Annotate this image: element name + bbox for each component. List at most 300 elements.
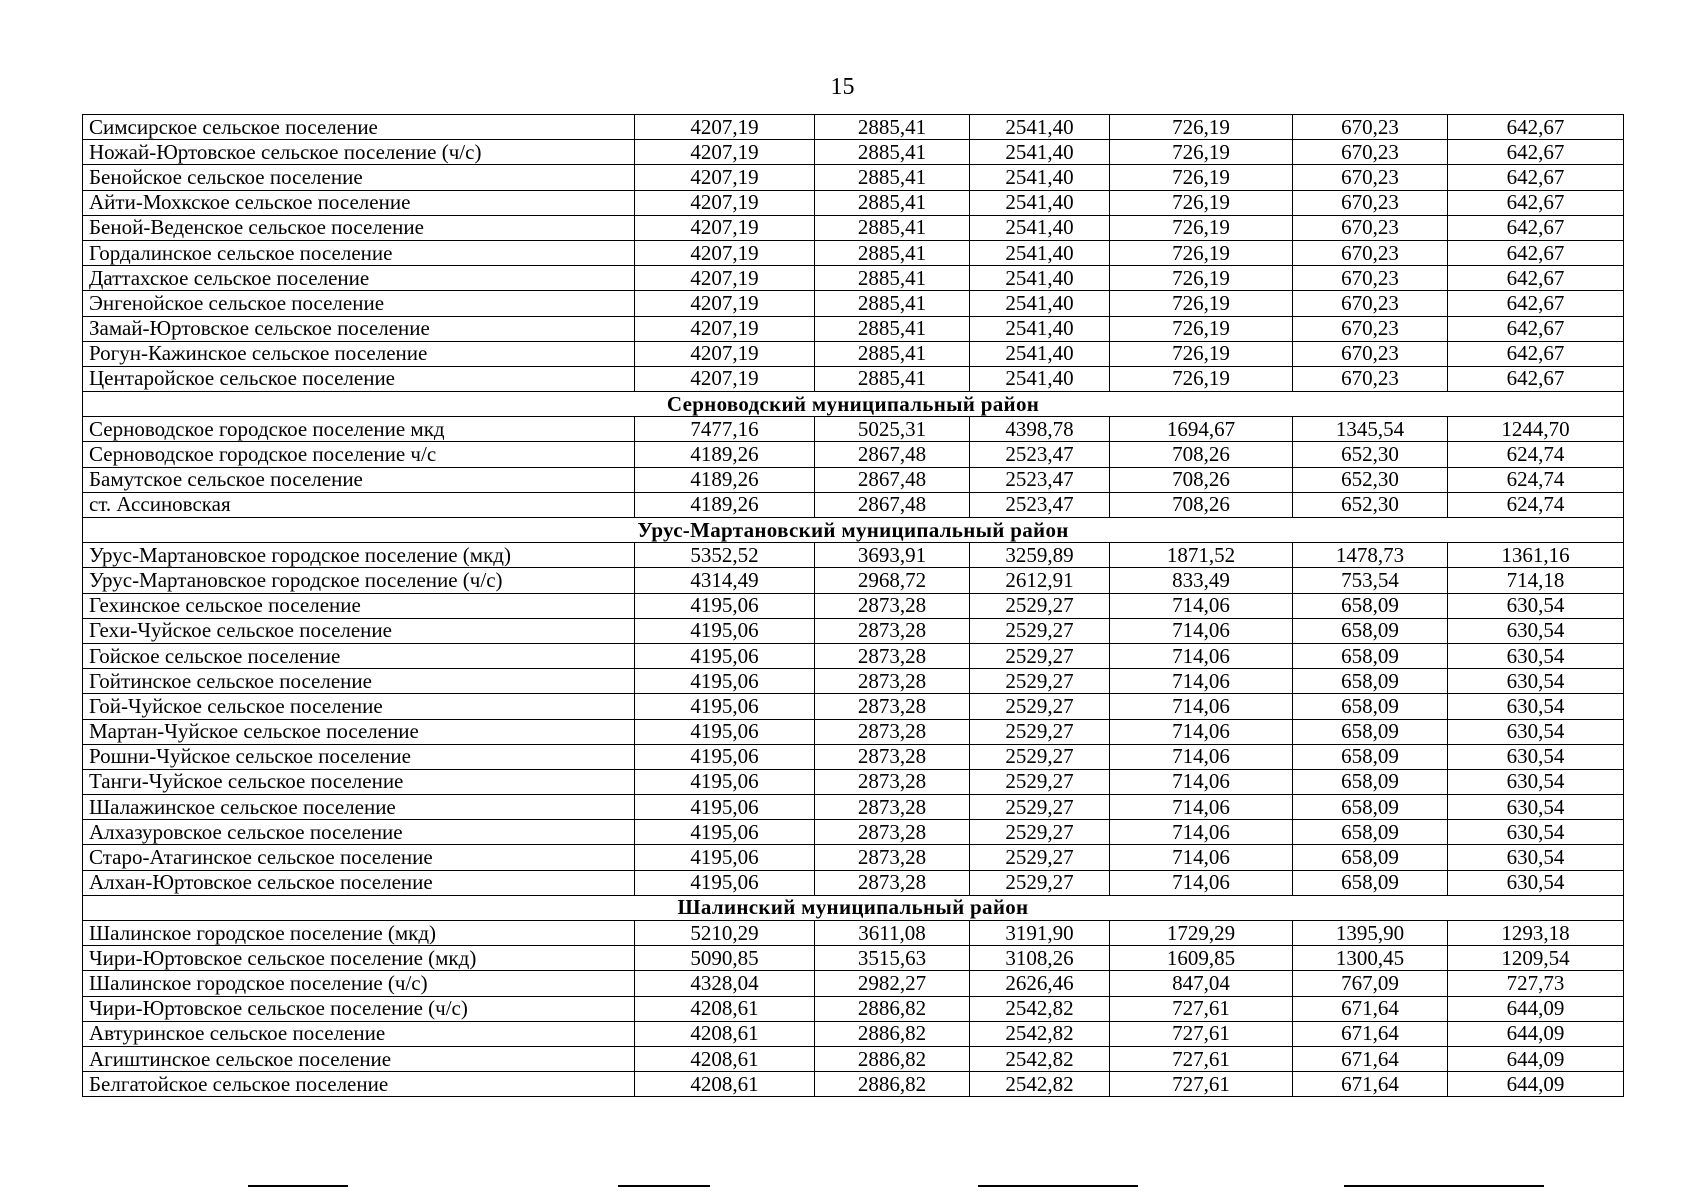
tariff-value: 644,09 bbox=[1448, 1021, 1624, 1046]
settlement-name: Гордалинское сельское поселение bbox=[83, 240, 635, 265]
tariff-value: 2873,28 bbox=[815, 618, 970, 643]
tariff-value: 642,67 bbox=[1448, 291, 1624, 316]
tariff-value: 2541,40 bbox=[970, 366, 1110, 391]
settlement-name: Даттахское сельское поселение bbox=[83, 266, 635, 291]
tariff-value: 3515,63 bbox=[815, 946, 970, 971]
tariff-value: 4208,61 bbox=[635, 1021, 815, 1046]
table-row bbox=[83, 593, 1624, 618]
tariff-value: 4195,06 bbox=[635, 618, 815, 643]
settlement-name: Автуринское сельское поселение bbox=[83, 1021, 635, 1046]
tariff-value: 2968,72 bbox=[815, 568, 970, 593]
settlement-name: Алхазуровское сельское поселение bbox=[83, 820, 635, 845]
tariff-value: 714,06 bbox=[1110, 593, 1293, 618]
tariff-value: 658,09 bbox=[1293, 643, 1448, 668]
tariff-value: 726,19 bbox=[1110, 266, 1293, 291]
tariff-value: 714,18 bbox=[1448, 568, 1624, 593]
tariff-value: 726,19 bbox=[1110, 366, 1293, 391]
tariff-value: 726,19 bbox=[1110, 140, 1293, 165]
tariff-value: 1361,16 bbox=[1448, 543, 1624, 568]
tariff-value: 2541,40 bbox=[970, 291, 1110, 316]
tariff-value: 2529,27 bbox=[970, 744, 1110, 769]
tariff-value: 1395,90 bbox=[1293, 921, 1448, 946]
tariff-value: 4208,61 bbox=[635, 1072, 815, 1097]
tariff-value: 642,67 bbox=[1448, 115, 1624, 140]
tariff-value: 658,09 bbox=[1293, 669, 1448, 694]
settlement-name: Старо-Атагинское сельское поселение bbox=[83, 845, 635, 870]
settlement-name: Чири-Юртовское сельское поселение (ч/с) bbox=[83, 996, 635, 1021]
tariff-value: 4207,19 bbox=[635, 215, 815, 240]
tariff-value: 2885,41 bbox=[815, 240, 970, 265]
district-header-row bbox=[83, 895, 1624, 920]
tariff-value: 726,19 bbox=[1110, 291, 1293, 316]
table-row bbox=[83, 795, 1624, 820]
tariff-value: 2885,41 bbox=[815, 291, 970, 316]
tariff-value: 2867,48 bbox=[815, 442, 970, 467]
tariff-value: 2885,41 bbox=[815, 190, 970, 215]
tariff-value: 2873,28 bbox=[815, 769, 970, 794]
tariff-value: 4328,04 bbox=[635, 971, 815, 996]
tariff-value: 2612,91 bbox=[970, 568, 1110, 593]
settlement-name: Ножай-Юртовское сельское поселение (ч/с) bbox=[83, 140, 635, 165]
tariff-value: 2541,40 bbox=[970, 240, 1110, 265]
table-row bbox=[83, 1046, 1624, 1071]
tariff-value: 2886,82 bbox=[815, 1021, 970, 1046]
tariff-value: 833,49 bbox=[1110, 568, 1293, 593]
tariff-value: 630,54 bbox=[1448, 694, 1624, 719]
settlement-name: Рогун-Кажинское сельское поселение bbox=[83, 341, 635, 366]
tariff-value: 2873,28 bbox=[815, 719, 970, 744]
tariff-value: 642,67 bbox=[1448, 190, 1624, 215]
tariff-value: 2867,48 bbox=[815, 467, 970, 492]
tariff-value: 658,09 bbox=[1293, 769, 1448, 794]
footer-mark bbox=[1344, 1185, 1544, 1187]
tariff-value: 5352,52 bbox=[635, 543, 815, 568]
tariff-value: 3693,91 bbox=[815, 543, 970, 568]
tariff-value: 726,19 bbox=[1110, 341, 1293, 366]
tariff-value: 2885,41 bbox=[815, 366, 970, 391]
tariff-value: 4189,26 bbox=[635, 492, 815, 517]
table-row bbox=[83, 744, 1624, 769]
table-row bbox=[83, 694, 1624, 719]
table-row bbox=[83, 316, 1624, 341]
district-name: Шалинский муниципальный район bbox=[83, 895, 1624, 920]
table-row bbox=[83, 1021, 1624, 1046]
tariff-value: 2541,40 bbox=[970, 316, 1110, 341]
tariff-value: 630,54 bbox=[1448, 769, 1624, 794]
tariff-value: 726,19 bbox=[1110, 240, 1293, 265]
tariff-value: 4207,19 bbox=[635, 316, 815, 341]
tariff-value: 671,64 bbox=[1293, 1072, 1448, 1097]
tariff-value: 2542,82 bbox=[970, 996, 1110, 1021]
tariff-value: 2886,82 bbox=[815, 1046, 970, 1071]
settlement-name: Бенойское сельское поселение bbox=[83, 165, 635, 190]
tariff-value: 670,23 bbox=[1293, 316, 1448, 341]
tariff-value: 642,67 bbox=[1448, 215, 1624, 240]
table-row bbox=[83, 870, 1624, 895]
table-row bbox=[83, 669, 1624, 694]
tariff-value: 642,67 bbox=[1448, 240, 1624, 265]
tariff-value: 2867,48 bbox=[815, 492, 970, 517]
settlement-name: Симсирское сельское поселение bbox=[83, 115, 635, 140]
tariff-value: 1209,54 bbox=[1448, 946, 1624, 971]
tariff-value: 652,30 bbox=[1293, 492, 1448, 517]
tariff-value: 2541,40 bbox=[970, 115, 1110, 140]
footer-mark bbox=[618, 1185, 710, 1187]
page-number: 15 bbox=[830, 74, 855, 100]
tariff-value: 2529,27 bbox=[970, 795, 1110, 820]
tariff-value: 4189,26 bbox=[635, 467, 815, 492]
tariff-value: 642,67 bbox=[1448, 266, 1624, 291]
tariff-value: 652,30 bbox=[1293, 442, 1448, 467]
tariff-value: 630,54 bbox=[1448, 643, 1624, 668]
table-row bbox=[83, 946, 1624, 971]
tariff-value: 4208,61 bbox=[635, 1046, 815, 1071]
settlement-name: Танги-Чуйское сельское поселение bbox=[83, 769, 635, 794]
tariff-value: 2873,28 bbox=[815, 870, 970, 895]
tariff-value: 726,19 bbox=[1110, 115, 1293, 140]
tariff-value: 2873,28 bbox=[815, 669, 970, 694]
tariff-value: 630,54 bbox=[1448, 795, 1624, 820]
table-row bbox=[83, 543, 1624, 568]
settlement-name: Шалажинское сельское поселение bbox=[83, 795, 635, 820]
settlement-name: Энгенойское сельское поселение bbox=[83, 291, 635, 316]
tariff-value: 4207,19 bbox=[635, 240, 815, 265]
table-row bbox=[83, 643, 1624, 668]
settlement-name: Белгатойское сельское поселение bbox=[83, 1072, 635, 1097]
tariff-value: 2873,28 bbox=[815, 744, 970, 769]
tariff-value: 4195,06 bbox=[635, 719, 815, 744]
table-row bbox=[83, 820, 1624, 845]
tariff-value: 726,19 bbox=[1110, 190, 1293, 215]
tariff-value: 2885,41 bbox=[815, 115, 970, 140]
tariff-value: 714,06 bbox=[1110, 870, 1293, 895]
tariff-value: 658,09 bbox=[1293, 845, 1448, 870]
tariff-table bbox=[82, 114, 1624, 1097]
tariff-value: 7477,16 bbox=[635, 417, 815, 442]
settlement-name: Беной-Веденское сельское поселение bbox=[83, 215, 635, 240]
tariff-value: 4195,06 bbox=[635, 870, 815, 895]
tariff-value: 714,06 bbox=[1110, 795, 1293, 820]
tariff-value: 2873,28 bbox=[815, 795, 970, 820]
tariff-value: 2529,27 bbox=[970, 870, 1110, 895]
tariff-value: 4207,19 bbox=[635, 190, 815, 215]
settlement-name: Урус-Мартановское городское поселение (мкд) bbox=[83, 543, 635, 568]
table-row bbox=[83, 719, 1624, 744]
tariff-value: 670,23 bbox=[1293, 215, 1448, 240]
settlement-name: Рошни-Чуйское сельское поселение bbox=[83, 744, 635, 769]
tariff-value: 2529,27 bbox=[970, 820, 1110, 845]
district-header-row bbox=[83, 392, 1624, 417]
tariff-value: 4207,19 bbox=[635, 140, 815, 165]
settlement-name: Гехи-Чуйское сельское поселение bbox=[83, 618, 635, 643]
table-row bbox=[83, 1072, 1624, 1097]
table-row bbox=[83, 467, 1624, 492]
tariff-value: 1478,73 bbox=[1293, 543, 1448, 568]
tariff-value: 2886,82 bbox=[815, 1072, 970, 1097]
settlement-name: Шалинское городское поселение (ч/с) bbox=[83, 971, 635, 996]
footer-mark bbox=[248, 1185, 348, 1187]
tariff-value: 4314,49 bbox=[635, 568, 815, 593]
tariff-value: 714,06 bbox=[1110, 669, 1293, 694]
tariff-value: 630,54 bbox=[1448, 744, 1624, 769]
tariff-value: 658,09 bbox=[1293, 795, 1448, 820]
table-row bbox=[83, 568, 1624, 593]
tariff-value: 847,04 bbox=[1110, 971, 1293, 996]
tariff-value: 2529,27 bbox=[970, 618, 1110, 643]
tariff-value: 2541,40 bbox=[970, 215, 1110, 240]
tariff-value: 652,30 bbox=[1293, 467, 1448, 492]
table-row bbox=[83, 845, 1624, 870]
tariff-value: 2529,27 bbox=[970, 593, 1110, 618]
settlement-name: ст. Ассиновская bbox=[83, 492, 635, 517]
tariff-value: 3108,26 bbox=[970, 946, 1110, 971]
tariff-value: 4207,19 bbox=[635, 341, 815, 366]
table-row bbox=[83, 366, 1624, 391]
table-row bbox=[83, 618, 1624, 643]
tariff-value: 2542,82 bbox=[970, 1072, 1110, 1097]
tariff-value: 767,09 bbox=[1293, 971, 1448, 996]
tariff-value: 2529,27 bbox=[970, 719, 1110, 744]
tariff-value: 727,73 bbox=[1448, 971, 1624, 996]
tariff-value: 5210,29 bbox=[635, 921, 815, 946]
tariff-value: 642,67 bbox=[1448, 341, 1624, 366]
tariff-value: 708,26 bbox=[1110, 492, 1293, 517]
tariff-value: 727,61 bbox=[1110, 1021, 1293, 1046]
tariff-value: 2873,28 bbox=[815, 820, 970, 845]
settlement-name: Бамутское сельское поселение bbox=[83, 467, 635, 492]
tariff-value: 4189,26 bbox=[635, 442, 815, 467]
tariff-value: 2541,40 bbox=[970, 266, 1110, 291]
tariff-value: 671,64 bbox=[1293, 996, 1448, 1021]
settlement-name: Серноводское городское поселение мкд bbox=[83, 417, 635, 442]
tariff-value: 714,06 bbox=[1110, 643, 1293, 668]
tariff-value: 2885,41 bbox=[815, 215, 970, 240]
tariff-value: 2626,46 bbox=[970, 971, 1110, 996]
tariff-value: 4195,06 bbox=[635, 694, 815, 719]
table-row bbox=[83, 115, 1624, 140]
tariff-value: 658,09 bbox=[1293, 593, 1448, 618]
tariff-value: 670,23 bbox=[1293, 291, 1448, 316]
tariff-value: 753,54 bbox=[1293, 568, 1448, 593]
settlement-name: Алхан-Юртовское сельское поселение bbox=[83, 870, 635, 895]
tariff-value: 1244,70 bbox=[1448, 417, 1624, 442]
tariff-value: 2529,27 bbox=[970, 643, 1110, 668]
tariff-value: 644,09 bbox=[1448, 996, 1624, 1021]
tariff-value: 2982,27 bbox=[815, 971, 970, 996]
tariff-value: 671,64 bbox=[1293, 1021, 1448, 1046]
tariff-value: 4207,19 bbox=[635, 266, 815, 291]
tariff-value: 4195,06 bbox=[635, 744, 815, 769]
tariff-value: 670,23 bbox=[1293, 366, 1448, 391]
tariff-value: 670,23 bbox=[1293, 190, 1448, 215]
table-row bbox=[83, 215, 1624, 240]
tariff-value: 4195,06 bbox=[635, 593, 815, 618]
tariff-value: 670,23 bbox=[1293, 165, 1448, 190]
tariff-value: 3191,90 bbox=[970, 921, 1110, 946]
tariff-value: 2885,41 bbox=[815, 140, 970, 165]
tariff-value: 2523,47 bbox=[970, 492, 1110, 517]
table-row bbox=[83, 341, 1624, 366]
tariff-value: 658,09 bbox=[1293, 870, 1448, 895]
tariff-value: 624,74 bbox=[1448, 467, 1624, 492]
tariff-value: 670,23 bbox=[1293, 341, 1448, 366]
tariff-value: 624,74 bbox=[1448, 492, 1624, 517]
tariff-value: 1300,45 bbox=[1293, 946, 1448, 971]
settlement-name: Айти-Мохкское сельское поселение bbox=[83, 190, 635, 215]
footer-mark bbox=[978, 1185, 1138, 1187]
tariff-value: 1871,52 bbox=[1110, 543, 1293, 568]
settlement-name: Гой-Чуйское сельское поселение bbox=[83, 694, 635, 719]
tariff-value: 4195,06 bbox=[635, 769, 815, 794]
settlement-name: Мартан-Чуйское сельское поселение bbox=[83, 719, 635, 744]
tariff-value: 708,26 bbox=[1110, 467, 1293, 492]
tariff-value: 2885,41 bbox=[815, 165, 970, 190]
tariff-value: 671,64 bbox=[1293, 1046, 1448, 1071]
tariff-value: 670,23 bbox=[1293, 115, 1448, 140]
tariff-value: 4195,06 bbox=[635, 795, 815, 820]
tariff-value: 4195,06 bbox=[635, 845, 815, 870]
tariff-value: 2541,40 bbox=[970, 140, 1110, 165]
tariff-value: 658,09 bbox=[1293, 694, 1448, 719]
tariff-value: 2873,28 bbox=[815, 643, 970, 668]
table-row bbox=[83, 442, 1624, 467]
tariff-value: 630,54 bbox=[1448, 870, 1624, 895]
tariff-value: 630,54 bbox=[1448, 845, 1624, 870]
tariff-value: 5090,85 bbox=[635, 946, 815, 971]
tariff-value: 727,61 bbox=[1110, 1046, 1293, 1071]
footer-marks bbox=[0, 1185, 1685, 1197]
tariff-value: 670,23 bbox=[1293, 140, 1448, 165]
table-row bbox=[83, 291, 1624, 316]
tariff-value: 708,26 bbox=[1110, 442, 1293, 467]
tariff-value: 714,06 bbox=[1110, 744, 1293, 769]
tariff-value: 4207,19 bbox=[635, 165, 815, 190]
tariff-value: 2529,27 bbox=[970, 845, 1110, 870]
district-name: Урус-Мартановский муниципальный район bbox=[83, 518, 1624, 543]
table-row bbox=[83, 266, 1624, 291]
tariff-value: 726,19 bbox=[1110, 215, 1293, 240]
tariff-value: 4207,19 bbox=[635, 291, 815, 316]
tariff-value: 630,54 bbox=[1448, 719, 1624, 744]
tariff-value: 714,06 bbox=[1110, 694, 1293, 719]
tariff-value: 2885,41 bbox=[815, 341, 970, 366]
settlement-name: Замай-Юртовское сельское поселение bbox=[83, 316, 635, 341]
tariff-value: 630,54 bbox=[1448, 669, 1624, 694]
tariff-value: 630,54 bbox=[1448, 820, 1624, 845]
tariff-value: 644,09 bbox=[1448, 1072, 1624, 1097]
tariff-value: 4207,19 bbox=[635, 366, 815, 391]
settlement-name: Гехинское сельское поселение bbox=[83, 593, 635, 618]
tariff-value: 2541,40 bbox=[970, 165, 1110, 190]
tariff-value: 4208,61 bbox=[635, 996, 815, 1021]
tariff-value: 2873,28 bbox=[815, 593, 970, 618]
tariff-value: 726,19 bbox=[1110, 165, 1293, 190]
settlement-name: Гойское сельское поселение bbox=[83, 643, 635, 668]
tariff-value: 1345,54 bbox=[1293, 417, 1448, 442]
tariff-value: 4195,06 bbox=[635, 643, 815, 668]
tariff-value: 3611,08 bbox=[815, 921, 970, 946]
tariff-value: 714,06 bbox=[1110, 719, 1293, 744]
tariff-value: 2542,82 bbox=[970, 1021, 1110, 1046]
tariff-value: 658,09 bbox=[1293, 820, 1448, 845]
tariff-value: 644,09 bbox=[1448, 1046, 1624, 1071]
table-row bbox=[83, 165, 1624, 190]
tariff-value: 726,19 bbox=[1110, 316, 1293, 341]
tariff-value: 4207,19 bbox=[635, 115, 815, 140]
tariff-value: 1609,85 bbox=[1110, 946, 1293, 971]
table-row bbox=[83, 769, 1624, 794]
settlement-name: Серноводское городское поселение ч/с bbox=[83, 442, 635, 467]
tariff-value: 714,06 bbox=[1110, 845, 1293, 870]
table-row bbox=[83, 417, 1624, 442]
tariff-value: 2523,47 bbox=[970, 442, 1110, 467]
tariff-value: 714,06 bbox=[1110, 769, 1293, 794]
tariff-value: 658,09 bbox=[1293, 618, 1448, 643]
table-row bbox=[83, 921, 1624, 946]
tariff-value: 658,09 bbox=[1293, 719, 1448, 744]
tariff-value: 642,67 bbox=[1448, 316, 1624, 341]
settlement-name: Агиштинское сельское поселение bbox=[83, 1046, 635, 1071]
tariff-value: 670,23 bbox=[1293, 240, 1448, 265]
tariff-value: 727,61 bbox=[1110, 1072, 1293, 1097]
tariff-value: 2886,82 bbox=[815, 996, 970, 1021]
table-row bbox=[83, 492, 1624, 517]
table-row bbox=[83, 140, 1624, 165]
tariff-value: 1729,29 bbox=[1110, 921, 1293, 946]
tariff-value: 4195,06 bbox=[635, 669, 815, 694]
tariff-value: 1694,67 bbox=[1110, 417, 1293, 442]
settlement-name: Урус-Мартановское городское поселение (ч/с) bbox=[83, 568, 635, 593]
tariff-value: 2885,41 bbox=[815, 316, 970, 341]
tariff-value: 2529,27 bbox=[970, 669, 1110, 694]
table-row bbox=[83, 240, 1624, 265]
district-name: Серноводский муниципальный район bbox=[83, 392, 1624, 417]
tariff-value: 727,61 bbox=[1110, 996, 1293, 1021]
tariff-value: 624,74 bbox=[1448, 442, 1624, 467]
tariff-value: 2529,27 bbox=[970, 694, 1110, 719]
settlement-name: Центаройское сельское поселение bbox=[83, 366, 635, 391]
tariff-value: 2885,41 bbox=[815, 266, 970, 291]
settlement-name: Шалинское городское поселение (мкд) bbox=[83, 921, 635, 946]
district-header-row bbox=[83, 518, 1624, 543]
settlement-name: Гойтинское сельское поселение bbox=[83, 669, 635, 694]
tariff-value: 5025,31 bbox=[815, 417, 970, 442]
tariff-value: 630,54 bbox=[1448, 593, 1624, 618]
tariff-value: 714,06 bbox=[1110, 820, 1293, 845]
table-row bbox=[83, 996, 1624, 1021]
table-row bbox=[83, 190, 1624, 215]
tariff-value: 658,09 bbox=[1293, 744, 1448, 769]
tariff-value: 2541,40 bbox=[970, 341, 1110, 366]
tariff-value: 1293,18 bbox=[1448, 921, 1624, 946]
tariff-value: 4398,78 bbox=[970, 417, 1110, 442]
tariff-value: 714,06 bbox=[1110, 618, 1293, 643]
tariff-value: 2873,28 bbox=[815, 694, 970, 719]
tariff-value: 3259,89 bbox=[970, 543, 1110, 568]
tariff-value: 2542,82 bbox=[970, 1046, 1110, 1071]
tariff-value: 2873,28 bbox=[815, 845, 970, 870]
tariff-value: 642,67 bbox=[1448, 140, 1624, 165]
tariff-value: 2529,27 bbox=[970, 769, 1110, 794]
tariff-value: 642,67 bbox=[1448, 366, 1624, 391]
tariff-value: 2541,40 bbox=[970, 190, 1110, 215]
tariff-value: 4195,06 bbox=[635, 820, 815, 845]
tariff-value: 670,23 bbox=[1293, 266, 1448, 291]
tariff-value: 2523,47 bbox=[970, 467, 1110, 492]
tariff-value: 630,54 bbox=[1448, 618, 1624, 643]
table-row bbox=[83, 971, 1624, 996]
tariff-table-body bbox=[83, 115, 1624, 1097]
